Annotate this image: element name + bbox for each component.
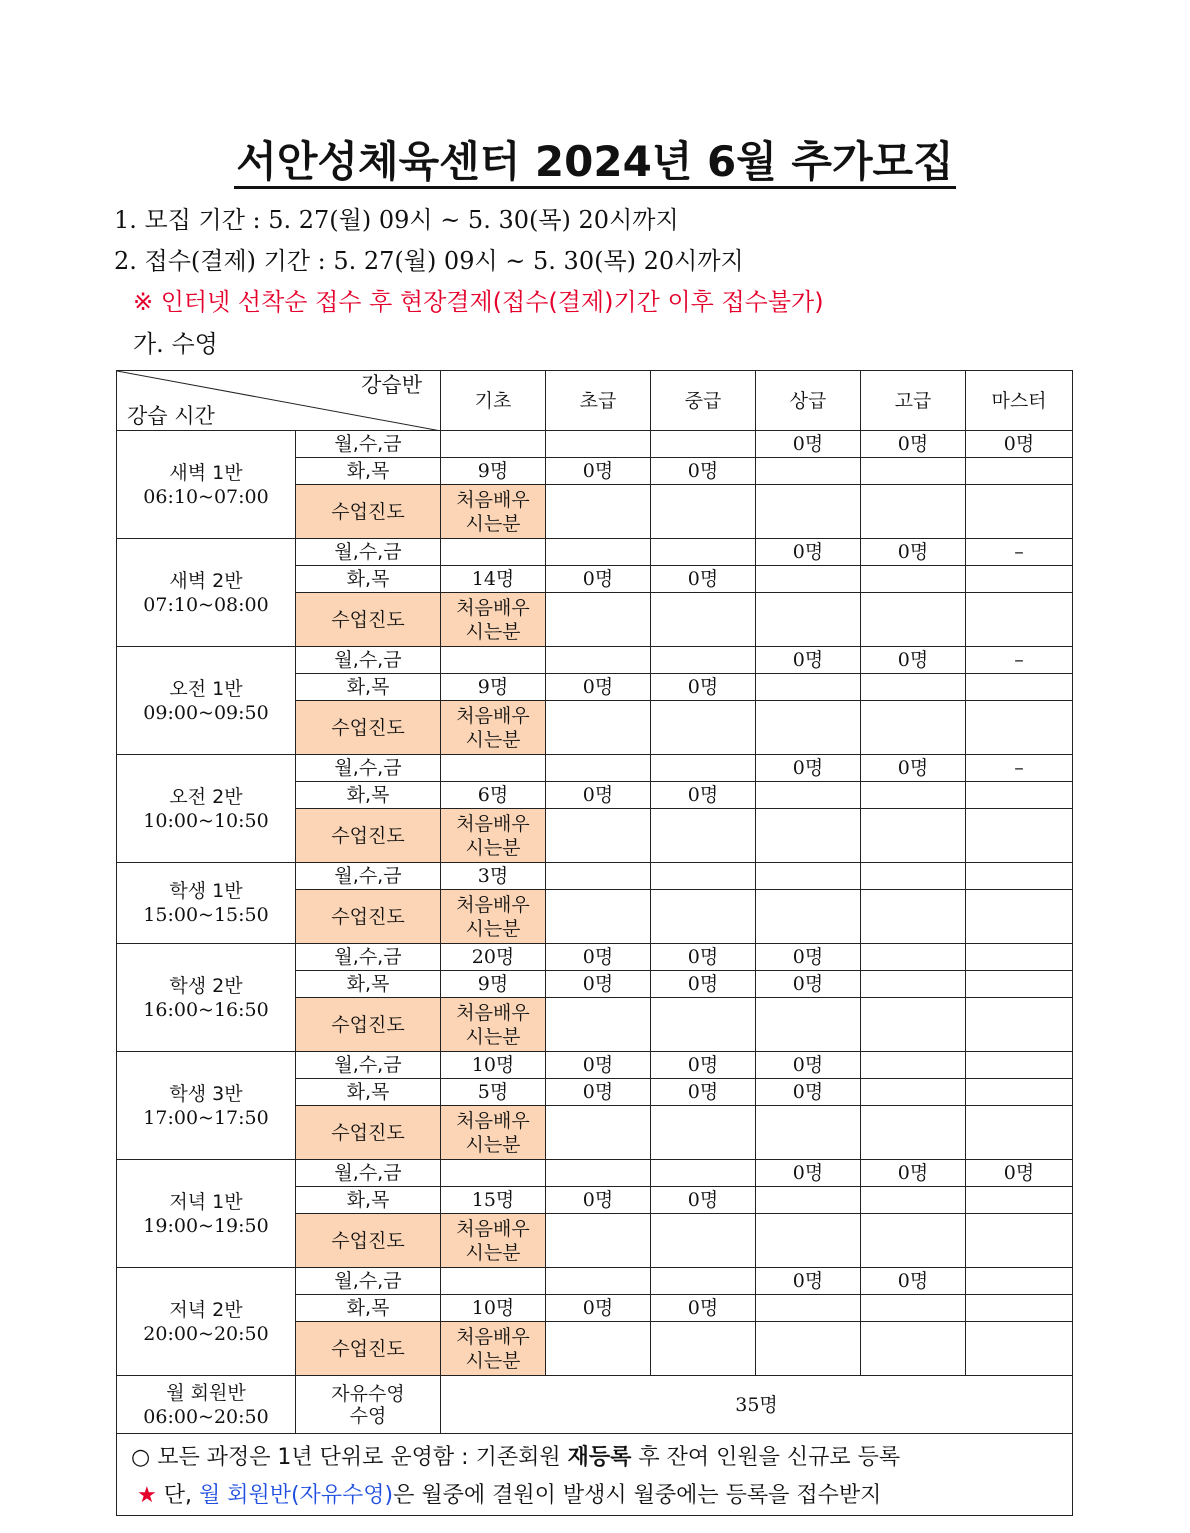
count-cell: 5명 [441, 1079, 546, 1106]
count-cell: 9명 [441, 971, 546, 998]
day-label: 월,수,금 [296, 755, 441, 782]
empty-cell [861, 593, 966, 647]
payment-period: 2. 접수(결제) 기간 : 5. 27(월) 09시 ~ 5. 30(목) 20시까지 [114, 247, 744, 275]
table-row [117, 1160, 1073, 1187]
class-slot [117, 1160, 296, 1268]
count-cell [651, 863, 756, 890]
count-cell [861, 1052, 966, 1079]
empty-cell [966, 1322, 1073, 1376]
count-cell: 0명 [651, 458, 756, 485]
progress-label: 수업진도 [296, 1322, 441, 1376]
count-cell [861, 566, 966, 593]
first-timer-line: 시는분 [465, 728, 521, 751]
first-timer-cell [441, 593, 546, 647]
count-cell: 0명 [546, 566, 651, 593]
level-header: 마스터 [966, 371, 1073, 431]
count-cell [966, 863, 1073, 890]
count-cell: 0명 [546, 1187, 651, 1214]
count-cell: 0명 [651, 944, 756, 971]
first-timer-line: 처음배우 [456, 812, 530, 835]
empty-cell [756, 485, 861, 539]
first-timer-line: 처음배우 [456, 1325, 530, 1348]
empty-cell [861, 1106, 966, 1160]
first-timer-cell [441, 998, 546, 1052]
note-highlight: 월 회원반(자유수영) [198, 1482, 394, 1508]
star-icon: ★ [137, 1482, 157, 1508]
count-cell: 0명 [546, 944, 651, 971]
empty-cell [966, 701, 1073, 755]
first-timer-line: 처음배우 [456, 704, 530, 727]
monthly-slot [117, 1376, 296, 1434]
first-timer-line: 시는분 [465, 836, 521, 859]
empty-cell [651, 1214, 756, 1268]
first-timer-line: 시는분 [465, 1025, 521, 1048]
empty-cell [966, 593, 1073, 647]
first-timer-cell [441, 890, 546, 944]
count-cell [966, 674, 1073, 701]
empty-cell [756, 1106, 861, 1160]
day-label: 월,수,금 [296, 539, 441, 566]
count-cell [861, 944, 966, 971]
count-cell: 0명 [756, 755, 861, 782]
count-cell: 0명 [756, 647, 861, 674]
count-cell [651, 647, 756, 674]
class-slot [117, 1268, 296, 1376]
note-line [131, 1439, 1072, 1477]
first-timer-line: 시는분 [465, 1349, 521, 1372]
table-row [117, 1052, 1073, 1079]
count-cell: 0명 [651, 566, 756, 593]
empty-cell [651, 809, 756, 863]
first-timer-line: 시는분 [465, 1241, 521, 1264]
first-timer-line: 시는분 [465, 512, 521, 535]
empty-cell [966, 1106, 1073, 1160]
count-cell: 0명 [756, 1160, 861, 1187]
note-text: ○ 모든 과정은 1년 단위로 운영함 : 기존회원 [131, 1444, 568, 1470]
count-cell [756, 863, 861, 890]
day-label: 화,목 [296, 1187, 441, 1214]
class-slot [117, 647, 296, 755]
count-cell: 0명 [861, 647, 966, 674]
empty-cell [966, 485, 1073, 539]
count-cell [756, 458, 861, 485]
note-text: 은 월중에 결원이 발생시 월중에는 등록을 접수받지 [393, 1482, 882, 1508]
table-row [117, 647, 1073, 674]
empty-cell [651, 485, 756, 539]
count-cell: – [966, 755, 1073, 782]
first-timer-line: 처음배우 [456, 488, 530, 511]
class-time: 17:00~17:50 [143, 1106, 269, 1129]
count-cell [546, 755, 651, 782]
empty-cell [756, 1322, 861, 1376]
first-timer-cell [441, 1214, 546, 1268]
count-cell: 0명 [546, 458, 651, 485]
day-label: 월,수,금 [296, 863, 441, 890]
count-cell [966, 1052, 1073, 1079]
class-time: 09:00~09:50 [143, 701, 269, 724]
empty-cell [546, 593, 651, 647]
count-cell: 10명 [441, 1295, 546, 1322]
count-cell [861, 782, 966, 809]
count-cell [861, 674, 966, 701]
empty-cell [756, 890, 861, 944]
first-timer-line: 처음배우 [456, 596, 530, 619]
count-cell [546, 539, 651, 566]
count-cell: 0명 [756, 1079, 861, 1106]
empty-cell [546, 1214, 651, 1268]
empty-cell [546, 809, 651, 863]
count-cell [441, 431, 546, 458]
empty-cell [861, 701, 966, 755]
progress-label: 수업진도 [296, 998, 441, 1052]
empty-cell [861, 998, 966, 1052]
count-cell [966, 971, 1073, 998]
count-cell [861, 863, 966, 890]
count-cell: – [966, 647, 1073, 674]
schedule-table [116, 370, 1073, 1516]
day-label: 화,목 [296, 782, 441, 809]
empty-cell [861, 1214, 966, 1268]
corner-header [117, 371, 441, 431]
class-name: 학생 2반 [169, 974, 243, 997]
class-slot [117, 1052, 296, 1160]
empty-cell [651, 593, 756, 647]
day-label: 화,목 [296, 1079, 441, 1106]
class-slot [117, 944, 296, 1052]
day-label: 월,수,금 [296, 944, 441, 971]
day-label: 화,목 [296, 971, 441, 998]
progress-label: 수업진도 [296, 1214, 441, 1268]
count-cell [966, 782, 1073, 809]
count-cell: 10명 [441, 1052, 546, 1079]
class-name: 새벽 1반 [169, 461, 243, 484]
empty-cell [546, 1322, 651, 1376]
count-cell: 0명 [756, 1268, 861, 1295]
first-timer-line: 시는분 [465, 917, 521, 940]
count-cell [966, 458, 1073, 485]
class-name: 저녁 1반 [169, 1190, 243, 1213]
empty-cell [651, 701, 756, 755]
count-cell: 0명 [651, 1052, 756, 1079]
class-name: 오전 1반 [169, 677, 243, 700]
first-timer-line: 처음배우 [456, 1001, 530, 1024]
count-cell: 0명 [546, 674, 651, 701]
count-cell: 9명 [441, 458, 546, 485]
class-time: 10:00~10:50 [143, 809, 269, 832]
count-cell: 3명 [441, 863, 546, 890]
monthly-type-line: 수영 [349, 1404, 387, 1427]
count-cell: 0명 [546, 782, 651, 809]
class-time: 07:10~08:00 [143, 593, 269, 616]
empty-cell [546, 998, 651, 1052]
day-label: 화,목 [296, 458, 441, 485]
count-cell: 0명 [546, 971, 651, 998]
count-cell: 0명 [861, 755, 966, 782]
count-cell: 0명 [546, 1052, 651, 1079]
count-cell [966, 1268, 1073, 1295]
level-header: 기초 [441, 371, 546, 431]
monthly-count: 35명 [441, 1376, 1073, 1434]
level-header: 중급 [651, 371, 756, 431]
count-cell [861, 1079, 966, 1106]
first-timer-line: 시는분 [465, 620, 521, 643]
class-time: 16:00~16:50 [143, 998, 269, 1021]
count-cell: 14명 [441, 566, 546, 593]
count-cell: 0명 [861, 539, 966, 566]
empty-cell [861, 485, 966, 539]
class-name: 학생 3반 [169, 1082, 243, 1105]
class-time: 15:00~15:50 [143, 904, 269, 926]
table-row [117, 1268, 1073, 1295]
class-name: 학생 1반 [169, 880, 243, 902]
day-label: 월,수,금 [296, 1160, 441, 1187]
corner-top-label: 강습반 [361, 373, 422, 397]
count-cell: 0명 [756, 944, 861, 971]
class-slot [117, 539, 296, 647]
count-cell [441, 1160, 546, 1187]
empty-cell [756, 809, 861, 863]
count-cell [546, 863, 651, 890]
empty-cell [546, 485, 651, 539]
monthly-type-line: 자유수영 [331, 1382, 405, 1405]
count-cell: 0명 [651, 1187, 756, 1214]
progress-label: 수업진도 [296, 593, 441, 647]
count-cell [966, 1187, 1073, 1214]
count-cell: 0명 [651, 971, 756, 998]
count-cell [861, 971, 966, 998]
day-label: 월,수,금 [296, 431, 441, 458]
first-timer-cell [441, 1106, 546, 1160]
progress-label: 수업진도 [296, 485, 441, 539]
count-cell [651, 539, 756, 566]
table-row [117, 755, 1073, 782]
day-label: 월,수,금 [296, 1268, 441, 1295]
count-cell [546, 1160, 651, 1187]
table-row [117, 863, 1073, 890]
note-line [131, 1477, 1072, 1515]
count-cell [756, 566, 861, 593]
count-cell [756, 1187, 861, 1214]
note-bold: 재등록 [567, 1444, 632, 1470]
count-cell [651, 755, 756, 782]
empty-cell [546, 890, 651, 944]
day-label: 화,목 [296, 674, 441, 701]
monthly-time: 06:00~20:50 [143, 1405, 269, 1428]
monthly-row [117, 1376, 1073, 1434]
empty-cell [651, 890, 756, 944]
count-cell [966, 566, 1073, 593]
count-cell [546, 1268, 651, 1295]
count-cell [756, 674, 861, 701]
empty-cell [966, 890, 1073, 944]
count-cell: – [966, 539, 1073, 566]
empty-cell [861, 890, 966, 944]
monthly-name: 월 회원반 [166, 1381, 246, 1404]
count-cell: 0명 [651, 1295, 756, 1322]
count-cell: 0명 [546, 1295, 651, 1322]
notes-cell [117, 1434, 1073, 1516]
level-header: 상급 [756, 371, 861, 431]
count-cell: 15명 [441, 1187, 546, 1214]
count-cell [651, 431, 756, 458]
count-cell: 0명 [861, 1160, 966, 1187]
empty-cell [966, 1214, 1073, 1268]
count-cell: 0명 [756, 539, 861, 566]
section-heading: 가. 수영 [133, 330, 218, 358]
progress-label: 수업진도 [296, 890, 441, 944]
count-cell: 0명 [756, 1052, 861, 1079]
monthly-type [296, 1376, 441, 1434]
count-cell [966, 1079, 1073, 1106]
count-cell [651, 1268, 756, 1295]
empty-cell [861, 809, 966, 863]
count-cell: 0명 [651, 674, 756, 701]
empty-cell [966, 998, 1073, 1052]
day-label: 월,수,금 [296, 1052, 441, 1079]
table-row [117, 944, 1073, 971]
empty-cell [756, 593, 861, 647]
note-text: 단, [156, 1482, 199, 1508]
day-label: 월,수,금 [296, 647, 441, 674]
class-slot [117, 755, 296, 863]
count-cell: 0명 [756, 971, 861, 998]
empty-cell [546, 701, 651, 755]
page-title: 서안성체육센터 2024년 6월 추가모집 [0, 134, 1190, 190]
count-cell [441, 647, 546, 674]
count-cell: 0명 [546, 1079, 651, 1106]
first-timer-cell [441, 485, 546, 539]
count-cell [546, 647, 651, 674]
count-cell: 0명 [651, 1079, 756, 1106]
count-cell: 0명 [861, 431, 966, 458]
count-cell [861, 1295, 966, 1322]
first-timer-line: 처음배우 [456, 1217, 530, 1240]
count-cell [651, 1160, 756, 1187]
empty-cell [651, 998, 756, 1052]
count-cell [861, 1187, 966, 1214]
count-cell: 9명 [441, 674, 546, 701]
level-header: 고급 [861, 371, 966, 431]
count-cell: 20명 [441, 944, 546, 971]
class-time: 20:00~20:50 [143, 1322, 269, 1345]
empty-cell [651, 1106, 756, 1160]
count-cell: 6명 [441, 782, 546, 809]
level-header: 초급 [546, 371, 651, 431]
notes-row [117, 1434, 1073, 1516]
progress-label: 수업진도 [296, 701, 441, 755]
first-timer-cell [441, 1322, 546, 1376]
empty-cell [651, 1322, 756, 1376]
count-cell [546, 431, 651, 458]
first-timer-line: 시는분 [465, 1133, 521, 1156]
count-cell [441, 755, 546, 782]
class-name: 오전 2반 [169, 785, 243, 808]
count-cell: 0명 [966, 431, 1073, 458]
progress-label: 수업진도 [296, 809, 441, 863]
day-label: 화,목 [296, 1295, 441, 1322]
first-timer-cell [441, 809, 546, 863]
class-time: 06:10~07:00 [143, 485, 269, 508]
empty-cell [546, 1106, 651, 1160]
first-timer-cell [441, 701, 546, 755]
empty-cell [756, 998, 861, 1052]
count-cell [756, 782, 861, 809]
table-row [117, 539, 1073, 566]
class-slot [117, 431, 296, 539]
count-cell [966, 1295, 1073, 1322]
class-time: 19:00~19:50 [143, 1214, 269, 1237]
empty-cell [756, 701, 861, 755]
note-text: 후 잔여 인원을 신규로 등록 [631, 1444, 901, 1470]
count-cell: 0명 [651, 782, 756, 809]
progress-label: 수업진도 [296, 1106, 441, 1160]
empty-cell [966, 809, 1073, 863]
class-name: 저녁 2반 [169, 1298, 243, 1321]
table-row [117, 431, 1073, 458]
class-slot [117, 863, 296, 944]
empty-cell [861, 1322, 966, 1376]
corner-bottom-label: 강습 시간 [127, 404, 215, 428]
count-cell [756, 1295, 861, 1322]
class-name: 새벽 2반 [169, 569, 243, 592]
count-cell [441, 539, 546, 566]
count-cell [441, 1268, 546, 1295]
empty-cell [756, 1214, 861, 1268]
count-cell: 0명 [756, 431, 861, 458]
notice-text: ※ 인터넷 선착순 접수 후 현장결제(접수(결제)기간 이후 접수불가) [133, 288, 824, 316]
day-label: 화,목 [296, 566, 441, 593]
count-cell: 0명 [861, 1268, 966, 1295]
count-cell [966, 944, 1073, 971]
first-timer-line: 처음배우 [456, 893, 530, 916]
count-cell: 0명 [966, 1160, 1073, 1187]
recruit-period: 1. 모집 기간 : 5. 27(월) 09시 ~ 5. 30(목) 20시까지 [114, 206, 679, 234]
count-cell [861, 458, 966, 485]
first-timer-line: 처음배우 [456, 1109, 530, 1132]
